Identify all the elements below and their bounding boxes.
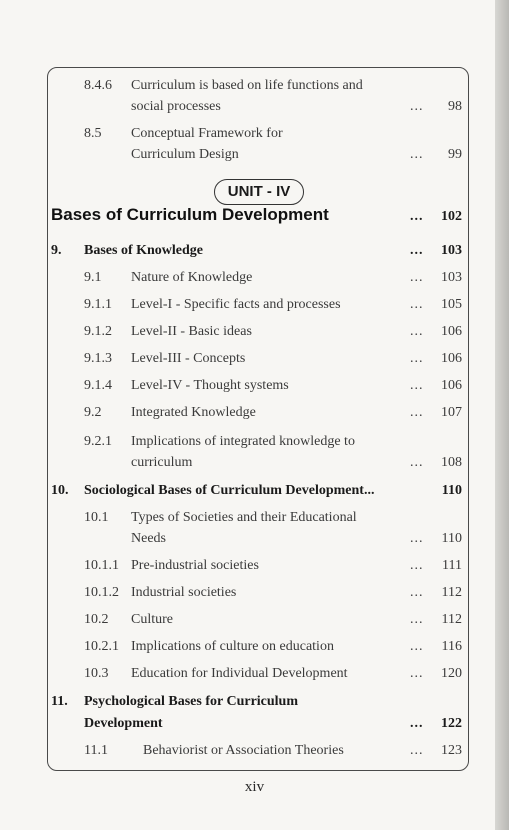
entry-page: 103 (441, 243, 462, 258)
entry-leader: ... (410, 297, 424, 312)
unit-label: UNIT - IV (214, 179, 304, 205)
entry-page: 98 (448, 99, 462, 114)
chapter-title: Bases of Knowledge (84, 243, 203, 258)
entry-page: 110 (441, 531, 462, 546)
entry-page: 107 (441, 405, 462, 420)
entry-title: Integrated Knowledge (131, 405, 256, 420)
entry-leader: ... (410, 585, 424, 600)
entry-number: 10.1.2 (84, 585, 119, 600)
entry-leader: ... (410, 351, 424, 366)
entry-leader: ... (410, 324, 424, 339)
entry-title: Implications of culture on education (131, 639, 334, 654)
entry-title-line1: Implications of integrated knowledge to (131, 434, 355, 449)
entry-leader: ... (410, 666, 424, 681)
entry-leader: ... (410, 716, 424, 731)
entry-number: 9.1.4 (84, 378, 112, 393)
entry-page: 106 (441, 324, 462, 339)
entry-page: 106 (441, 351, 462, 366)
entry-title-line1: Curriculum is based on life functions and (131, 78, 363, 93)
chapter-number: 10. (51, 483, 69, 498)
entry-title: Nature of Knowledge (131, 270, 253, 285)
entry-leader: ... (410, 455, 424, 470)
entry-leader: ... (410, 147, 424, 162)
entry-leader: ... (410, 743, 424, 758)
section-title: Bases of Curriculum Development (51, 205, 329, 224)
entry-number: 10.1.1 (84, 558, 119, 573)
entry-number: 10.2.1 (84, 639, 119, 654)
entry-page: 112 (441, 585, 462, 600)
entry-title: Behaviorist or Association Theories (143, 743, 344, 758)
chapter-number: 9. (51, 243, 62, 258)
chapter-title: Sociological Bases of Curriculum Development... (84, 483, 375, 498)
entry-leader: ... (410, 209, 424, 224)
entry-page: 120 (441, 666, 462, 681)
entry-page: 116 (441, 639, 462, 654)
entry-title: Level-III - Concepts (131, 351, 246, 366)
entry-title: Level-IV - Thought systems (131, 378, 289, 393)
entry-leader: ... (410, 639, 424, 654)
entry-number: 10.2 (84, 612, 109, 627)
entry-title-line2: curriculum (131, 455, 193, 470)
entry-number: 9.1.1 (84, 297, 112, 312)
entry-page: 103 (441, 270, 462, 285)
entry-number: 9.2 (84, 405, 102, 420)
entry-page: 110 (441, 483, 462, 498)
entry-leader: ... (410, 99, 424, 114)
page-number-footer: xiv (244, 779, 265, 795)
entry-title: Level-I - Specific facts and processes (131, 297, 341, 312)
entry-number: 10.3 (84, 666, 109, 681)
page-edge-shadow (495, 0, 509, 830)
entry-number: 11.1 (84, 743, 108, 758)
entry-title: Level-II - Basic ideas (131, 324, 252, 339)
entry-leader: ... (410, 558, 424, 573)
entry-title-line2: Curriculum Design (131, 147, 239, 162)
chapter-number: 11. (51, 694, 68, 709)
entry-number: 10.1 (84, 510, 109, 525)
entry-page: 111 (442, 558, 462, 573)
entry-title: Pre-industrial societies (131, 558, 259, 573)
entry-page: 108 (441, 455, 462, 470)
entry-page: 105 (441, 297, 462, 312)
entry-page: 106 (441, 378, 462, 393)
chapter-title-line2: Development (84, 716, 163, 731)
entry-leader: ... (410, 612, 424, 627)
entry-page: 123 (441, 743, 462, 758)
entry-title: Industrial societies (131, 585, 237, 600)
entry-number: 9.2.1 (84, 434, 112, 449)
entry-number: 9.1 (84, 270, 102, 285)
entry-page: 102 (441, 209, 462, 224)
entry-number: 8.4.6 (84, 78, 112, 93)
entry-title-line1: Types of Societies and their Educational (131, 510, 357, 525)
entry-title-line2: Needs (131, 531, 166, 546)
entry-title-line1: Conceptual Framework for (131, 126, 283, 141)
entry-number: 8.5 (84, 126, 102, 141)
entry-leader: ... (410, 378, 424, 393)
entry-title: Education for Individual Development (131, 666, 348, 681)
entry-page: 122 (441, 716, 462, 731)
entry-page: 99 (448, 147, 462, 162)
entry-leader: ... (410, 270, 424, 285)
entry-number: 9.1.2 (84, 324, 112, 339)
entry-leader: ... (410, 243, 424, 258)
entry-leader: ... (410, 405, 424, 420)
entry-page: 112 (441, 612, 462, 627)
entry-title-line2: social processes (131, 99, 221, 114)
entry-number: 9.1.3 (84, 351, 112, 366)
chapter-title-line1: Psychological Bases for Curriculum (84, 694, 299, 709)
entry-leader: ... (410, 531, 424, 546)
entry-title: Culture (131, 612, 173, 627)
